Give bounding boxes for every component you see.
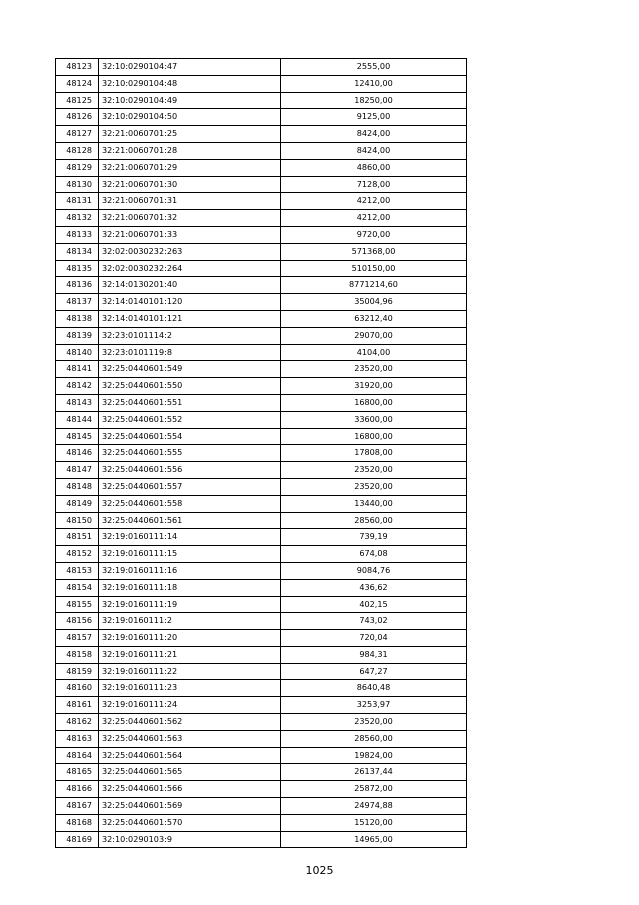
table-row: [56, 260, 467, 277]
cadastral-value: 23520,00: [281, 462, 467, 479]
table-row: [56, 378, 467, 395]
cadastral-value: 436,62: [281, 579, 467, 596]
cadastral-number: 32:02:0030232:264: [99, 260, 281, 277]
cadastral-value: 18250,00: [281, 92, 467, 109]
cadastral-number: 32:25:0440601:566: [99, 781, 281, 798]
cadastral-value: 739,19: [281, 529, 467, 546]
cadastral-number: 32:25:0440601:549: [99, 361, 281, 378]
table-row: [56, 176, 467, 193]
table-row: [56, 478, 467, 495]
table-row: [56, 630, 467, 647]
cadastral-number: 32:19:0160111:21: [99, 646, 281, 663]
table-row: [56, 126, 467, 143]
cadastral-value: 23520,00: [281, 361, 467, 378]
table-row: [56, 546, 467, 563]
table-row: [56, 646, 467, 663]
cadastral-value: 24974,88: [281, 798, 467, 815]
cadastral-value: 12410,00: [281, 75, 467, 92]
cadastral-value-table: [55, 58, 467, 848]
row-id: 48143: [56, 394, 99, 411]
table-row: [56, 613, 467, 630]
table-row: [56, 831, 467, 848]
cadastral-number: 32:25:0440601:562: [99, 714, 281, 731]
cadastral-number: 32:25:0440601:569: [99, 798, 281, 815]
cadastral-value: 720,04: [281, 630, 467, 647]
table-row: [56, 310, 467, 327]
row-id: 48129: [56, 159, 99, 176]
cadastral-number: 32:25:0440601:557: [99, 478, 281, 495]
cadastral-value: 4860,00: [281, 159, 467, 176]
row-id: 48142: [56, 378, 99, 395]
table-row: [56, 226, 467, 243]
cadastral-number: 32:25:0440601:555: [99, 445, 281, 462]
table-row: [56, 596, 467, 613]
table-row: [56, 411, 467, 428]
cadastral-value: 63212,40: [281, 310, 467, 327]
table-row: [56, 294, 467, 311]
row-id: 48128: [56, 142, 99, 159]
cadastral-value: 28560,00: [281, 512, 467, 529]
row-id: 48148: [56, 478, 99, 495]
row-id: 48145: [56, 428, 99, 445]
table-row: [56, 59, 467, 76]
cadastral-number: 32:10:0290103:9: [99, 831, 281, 848]
row-id: 48137: [56, 294, 99, 311]
row-id: 48146: [56, 445, 99, 462]
cadastral-value: 3253,97: [281, 697, 467, 714]
cadastral-number: 32:19:0160111:20: [99, 630, 281, 647]
row-id: 48127: [56, 126, 99, 143]
table-row: [56, 798, 467, 815]
table-row: [56, 344, 467, 361]
row-id: 48153: [56, 562, 99, 579]
table-row: [56, 529, 467, 546]
cadastral-value: 8424,00: [281, 142, 467, 159]
cadastral-number: 32:25:0440601:554: [99, 428, 281, 445]
cadastral-value: 23520,00: [281, 478, 467, 495]
row-id: 48130: [56, 176, 99, 193]
cadastral-number: 32:19:0160111:2: [99, 613, 281, 630]
cadastral-value: 26137,44: [281, 764, 467, 781]
row-id: 48141: [56, 361, 99, 378]
cadastral-number: 32:14:0140101:120: [99, 294, 281, 311]
cadastral-value: 9720,00: [281, 226, 467, 243]
row-id: 48125: [56, 92, 99, 109]
cadastral-value: 9125,00: [281, 109, 467, 126]
table-row: [56, 277, 467, 294]
cadastral-value: 16800,00: [281, 394, 467, 411]
cadastral-number: 32:19:0160111:19: [99, 596, 281, 613]
table-row: [56, 159, 467, 176]
cadastral-value: 647,27: [281, 663, 467, 680]
cadastral-value: 17808,00: [281, 445, 467, 462]
row-id: 48132: [56, 210, 99, 227]
row-id: 48149: [56, 495, 99, 512]
cadastral-value: 23520,00: [281, 714, 467, 731]
cadastral-number: 32:25:0440601:556: [99, 462, 281, 479]
cadastral-number: 32:25:0440601:551: [99, 394, 281, 411]
cadastral-number: 32:25:0440601:552: [99, 411, 281, 428]
row-id: 48147: [56, 462, 99, 479]
cadastral-value: 28560,00: [281, 730, 467, 747]
cadastral-number: 32:25:0440601:564: [99, 747, 281, 764]
cadastral-value: 25872,00: [281, 781, 467, 798]
row-id: 48159: [56, 663, 99, 680]
cadastral-number: 32:10:0290104:50: [99, 109, 281, 126]
table-row: [56, 697, 467, 714]
cadastral-value: 7128,00: [281, 176, 467, 193]
row-id: 48158: [56, 646, 99, 663]
cadastral-value: 13440,00: [281, 495, 467, 512]
cadastral-number: 32:10:0290104:47: [99, 59, 281, 76]
row-id: 48151: [56, 529, 99, 546]
table-row: [56, 142, 467, 159]
table-row: [56, 75, 467, 92]
row-id: 48126: [56, 109, 99, 126]
cadastral-value: 29070,00: [281, 327, 467, 344]
row-id: 48166: [56, 781, 99, 798]
row-id: 48150: [56, 512, 99, 529]
table-body: [56, 59, 467, 848]
row-id: 48168: [56, 814, 99, 831]
row-id: 48167: [56, 798, 99, 815]
cadastral-value: 35004,96: [281, 294, 467, 311]
cadastral-value: 16800,00: [281, 428, 467, 445]
cadastral-number: 32:02:0030232:263: [99, 243, 281, 260]
table-row: [56, 680, 467, 697]
cadastral-value: 674,08: [281, 546, 467, 563]
row-id: 48139: [56, 327, 99, 344]
cadastral-number: 32:19:0160111:22: [99, 663, 281, 680]
cadastral-value: 4212,00: [281, 210, 467, 227]
cadastral-number: 32:19:0160111:14: [99, 529, 281, 546]
cadastral-value: 743,02: [281, 613, 467, 630]
cadastral-number: 32:23:0101119:8: [99, 344, 281, 361]
row-id: 48124: [56, 75, 99, 92]
cadastral-value: 4104,00: [281, 344, 467, 361]
cadastral-number: 32:21:0060701:33: [99, 226, 281, 243]
row-id: 48154: [56, 579, 99, 596]
cadastral-number: 32:19:0160111:15: [99, 546, 281, 563]
row-id: 48136: [56, 277, 99, 294]
table-row: [56, 361, 467, 378]
page-number: 1025: [305, 864, 334, 877]
cadastral-value: 15120,00: [281, 814, 467, 831]
row-id: 48135: [56, 260, 99, 277]
cadastral-value: 984,31: [281, 646, 467, 663]
cadastral-value: 31920,00: [281, 378, 467, 395]
table-row: [56, 562, 467, 579]
cadastral-number: 32:19:0160111:23: [99, 680, 281, 697]
cadastral-value: 33600,00: [281, 411, 467, 428]
row-id: 48161: [56, 697, 99, 714]
row-id: 48162: [56, 714, 99, 731]
cadastral-value: 8424,00: [281, 126, 467, 143]
cadastral-value: 402,15: [281, 596, 467, 613]
table-row: [56, 730, 467, 747]
cadastral-value: 9084,76: [281, 562, 467, 579]
table-row: [56, 814, 467, 831]
cadastral-value: 510150,00: [281, 260, 467, 277]
cadastral-number: 32:25:0440601:550: [99, 378, 281, 395]
table-row: [56, 747, 467, 764]
cadastral-number: 32:14:0140101:121: [99, 310, 281, 327]
cadastral-value: 2555,00: [281, 59, 467, 76]
table-row: [56, 714, 467, 731]
cadastral-number: 32:23:0101114:2: [99, 327, 281, 344]
row-id: 48131: [56, 193, 99, 210]
cadastral-number: 32:21:0060701:32: [99, 210, 281, 227]
row-id: 48152: [56, 546, 99, 563]
row-id: 48163: [56, 730, 99, 747]
table-row: [56, 764, 467, 781]
table-row: [56, 462, 467, 479]
table-row: [56, 210, 467, 227]
cadastral-value: 571368,00: [281, 243, 467, 260]
table-row: [56, 663, 467, 680]
row-id: 48123: [56, 59, 99, 76]
row-id: 48165: [56, 764, 99, 781]
cadastral-number: 32:21:0060701:30: [99, 176, 281, 193]
cadastral-number: 32:21:0060701:29: [99, 159, 281, 176]
table-row: [56, 495, 467, 512]
table-row: [56, 579, 467, 596]
cadastral-number: 32:19:0160111:18: [99, 579, 281, 596]
row-id: 48157: [56, 630, 99, 647]
table-row: [56, 109, 467, 126]
cadastral-number: 32:10:0290104:49: [99, 92, 281, 109]
table-row: [56, 243, 467, 260]
cadastral-number: 32:19:0160111:16: [99, 562, 281, 579]
row-id: 48140: [56, 344, 99, 361]
cadastral-number: 32:25:0440601:558: [99, 495, 281, 512]
table-row: [56, 327, 467, 344]
table-row: [56, 193, 467, 210]
table-row: [56, 445, 467, 462]
row-id: 48144: [56, 411, 99, 428]
row-id: 48164: [56, 747, 99, 764]
row-id: 48138: [56, 310, 99, 327]
cadastral-number: 32:21:0060701:28: [99, 142, 281, 159]
cadastral-number: 32:25:0440601:570: [99, 814, 281, 831]
table-row: [56, 394, 467, 411]
cadastral-number: 32:21:0060701:31: [99, 193, 281, 210]
row-id: 48134: [56, 243, 99, 260]
cadastral-value: 4212,00: [281, 193, 467, 210]
cadastral-number: 32:25:0440601:563: [99, 730, 281, 747]
cadastral-value: 8640,48: [281, 680, 467, 697]
cadastral-number: 32:21:0060701:25: [99, 126, 281, 143]
cadastral-value: 8771214,60: [281, 277, 467, 294]
cadastral-number: 32:10:0290104:48: [99, 75, 281, 92]
row-id: 48169: [56, 831, 99, 848]
cadastral-number: 32:25:0440601:561: [99, 512, 281, 529]
table-row: [56, 428, 467, 445]
row-id: 48155: [56, 596, 99, 613]
row-id: 48156: [56, 613, 99, 630]
row-id: 48133: [56, 226, 99, 243]
row-id: 48160: [56, 680, 99, 697]
cadastral-number: 32:19:0160111:24: [99, 697, 281, 714]
table-row: [56, 781, 467, 798]
cadastral-number: 32:25:0440601:565: [99, 764, 281, 781]
cadastral-value: 14965,00: [281, 831, 467, 848]
cadastral-value: 19824,00: [281, 747, 467, 764]
table-row: [56, 512, 467, 529]
cadastral-number: 32:14:0130201:40: [99, 277, 281, 294]
table-row: [56, 92, 467, 109]
